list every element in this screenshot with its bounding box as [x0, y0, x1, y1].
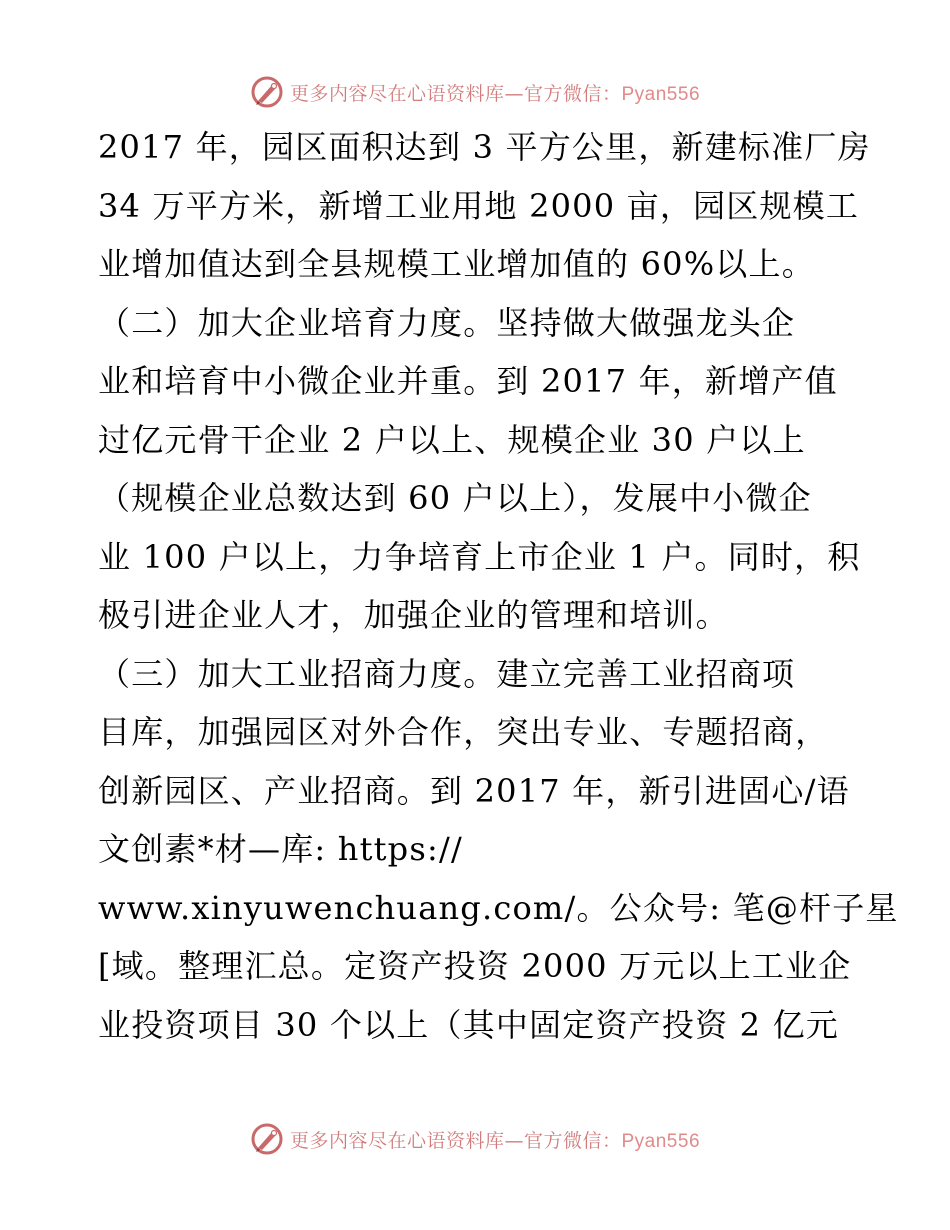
pen-logo-icon [250, 75, 284, 109]
footer-handle: Pyan556 [621, 1130, 701, 1152]
header-handle: Pyan556 [621, 83, 701, 105]
footer-contact-label: 官方微信： [523, 1129, 622, 1152]
body-line: www.xinyuwenchuang.com/。公众号: 笔@杆子星 [98, 888, 899, 927]
body-line: （二）加大企业培育力度。坚持做大做强龙头企 [98, 303, 796, 342]
footer-separator: — [504, 1129, 524, 1152]
body-line: 文创素*材—库: https:// [98, 830, 463, 868]
body-line: 过亿元骨干企业 2 户以上、规模企业 30 户以上 [98, 420, 806, 459]
footer-banner-text [290, 1126, 700, 1153]
body-line: 业增加值达到全县规模工业增加值的 60%以上。 [98, 245, 815, 283]
body-line: 业 100 户以上，力争培育上市企业 1 户。同时，积 [98, 537, 861, 576]
footer-brand: 更多内容尽在心语资料库 [289, 1129, 505, 1152]
pen-logo-icon [250, 1122, 284, 1156]
header-contact-label: 官方微信： [523, 82, 622, 105]
document-body [98, 118, 899, 1054]
body-line: （规模企业总数达到 60 户以上），发展中小微企 [98, 479, 812, 517]
body-line: 创新园区、产业招商。到 2017 年，新引进固心/语 [98, 771, 850, 810]
body-line: 业投资项目 30 个以上（其中固定资产投资 2 亿元 [98, 1005, 839, 1044]
body-line: [域。整理汇总。定资产投资 2000 万元以上工业企 [98, 947, 852, 985]
header-banner-text [290, 79, 700, 106]
body-line: 2017 年，园区面积达到 3 平方公里，新建标准厂房 [98, 128, 871, 166]
header-brand: 更多内容尽在心语资料库 [289, 82, 505, 105]
body-line: （三）加大工业招商力度。建立完善工业招商项 [98, 654, 796, 693]
header-separator: — [504, 82, 524, 105]
header-watermark [0, 72, 950, 112]
body-line: 目库，加强园区对外合作，突出专业、专题招商， [98, 713, 829, 751]
body-line: 34 万平方米，新增工业用地 2000 亩，园区规模工 [98, 186, 860, 225]
body-line: 业和培育中小微企业并重。到 2017 年，新增产值 [98, 362, 838, 400]
footer-watermark [0, 1119, 950, 1159]
body-line: 极引进企业人才，加强企业的管理和培训。 [98, 596, 729, 634]
